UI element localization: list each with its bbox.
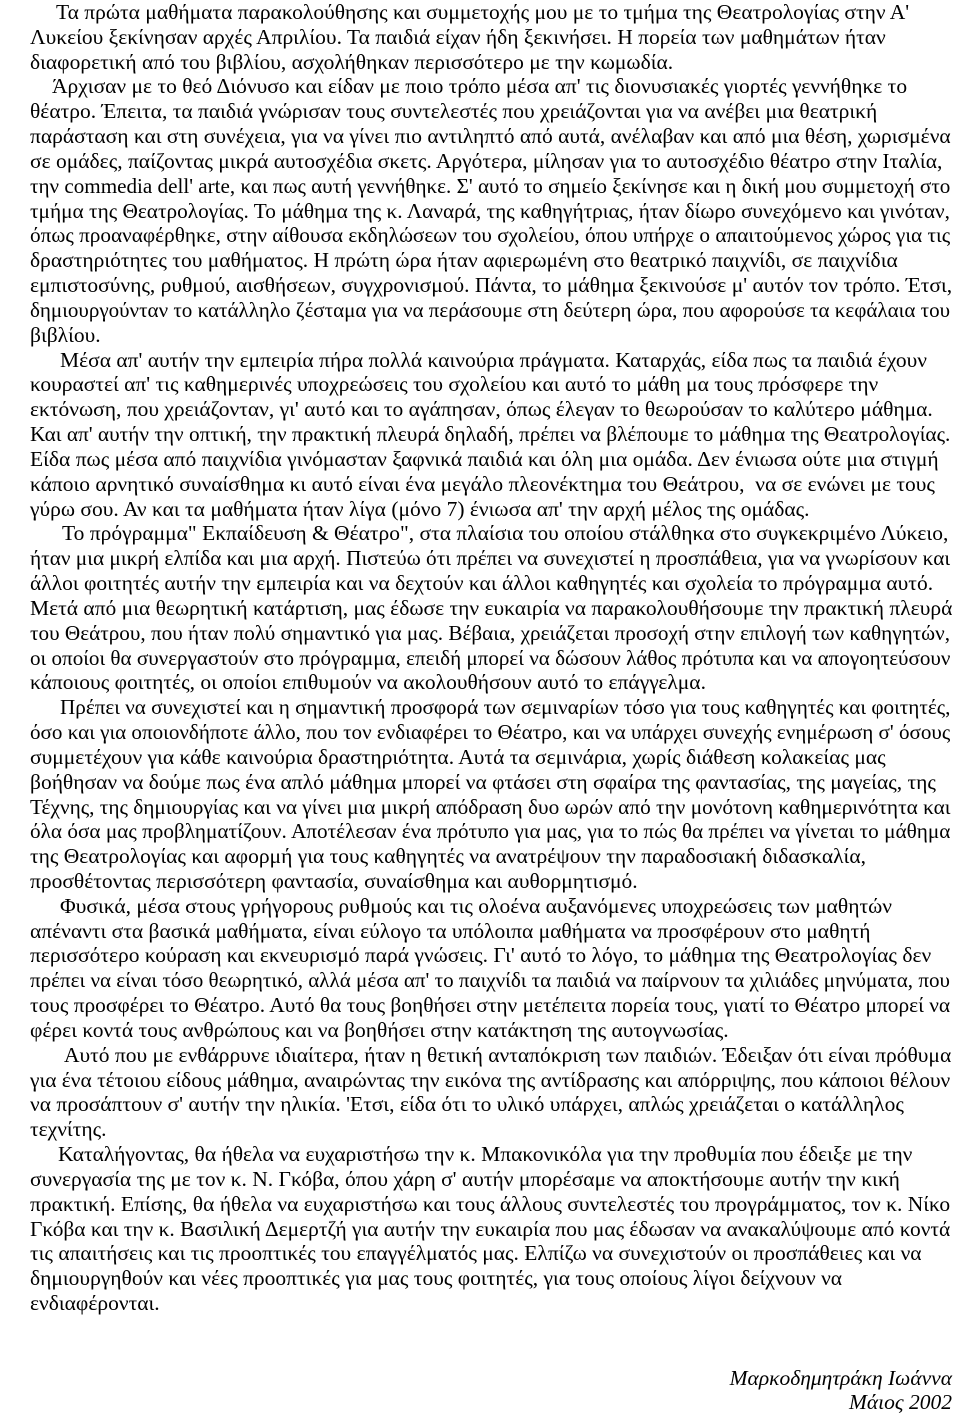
- text-line: οι οποίοι θα συνεργαστούν στο πρόγραμμα, επειδή μπορεί να δώσουν λάθος πρότυπα και να απογοητεύσουν: [30, 645, 951, 670]
- document-body: [30, 0, 952, 1415]
- text-line: Πρέπει να συνεχιστεί και η σημαντική προσφορά των σεμιναρίων τόσο για τους καθηγητές και φοιτητές,: [60, 695, 951, 720]
- signature-date: Μάιος 2002: [848, 1390, 952, 1415]
- text-line: Και απ' αυτήν την οπτική, την πρακτική πλευρά δηλαδή, πρέπει να βλέπουμε το μάθημα της Θεατρολογίας.: [30, 422, 951, 447]
- text-line: όσο και για οποιονδήποτε άλλο, που τον ενδιαφέρει το Θέατρο, και να υπάρχει συνεχής ενημέρωση σ' όσους: [30, 720, 951, 745]
- text-line: την commedia dell' arte, και πως αυτή γεννήθηκε. Σ' αυτό το σημείο ξεκίνησε και η δική μου συμμετοχή στο: [30, 173, 951, 198]
- text-line: εμπιστοσύνης, ρυθμού, αισθήσεων, συγχρονισμού. Πάντα, το μάθημα ξεκινούσε μ' αυτόν τον τρόπο. Έτσι,: [30, 273, 953, 298]
- text-line: γύρω σου. Αν και τα μαθήματα ήταν λίγα (μόνο 7) ένιωσα απ' την αρχή μέλος της ομάδας.: [30, 496, 810, 521]
- text-line: Άρχισαν με το θεό Διόνυσο και είδαν με ποιο τρόπο μέσα απ' τις διονυσιακές γιορτές γεννήθηκε το: [52, 74, 908, 99]
- text-line: Αυτό που με ενθάρρυνε ιδιαίτερα, ήταν η θετική ανταπόκριση των παιδιών. Έδειξαν ότι είναι πρόθυμα: [64, 1042, 952, 1067]
- text-line: δημιουργηθούν και νέες προοπτικές για μας τους φοιτητές, για τους οποίους λίγοι δείχνουν να: [30, 1266, 843, 1291]
- paragraph: [30, 0, 952, 74]
- text-line: Καταλήγοντας, θα ήθελα να ευχαριστήσω την κ. Μπακονικόλα για την προθυμία που έδειξε με την: [58, 1142, 913, 1167]
- paragraph: [30, 695, 952, 894]
- text-line: φέρει κοντά τους ανθρώπους και να βοηθήσει στην κατάκτηση της αυτογνωσίας.: [30, 1017, 729, 1042]
- text-line: Τέχνης, της δημιουργίας και να γίνει μια μικρή απόδραση δυο ωρών από την μονότονη καθημερινότητα και: [30, 794, 951, 819]
- text-line: απέναντι στα βασικά μαθήματα, είναι εύλογο τα υπόλοιπα μαθήματα να προσφέρουν στο μαθητή: [30, 918, 871, 943]
- text-line: σε ομάδες, παίζοντας μικρά αυτοσχέδια σκετς. Αργότερα, μίλησαν για το αυτοσχέδιο θέατρο στην Ιταλία,: [30, 148, 943, 173]
- signature: [30, 1366, 952, 1416]
- paragraph: [30, 1142, 952, 1316]
- text-line: συνεργασία της με τον κ. Ν. Γκόβα, όπου χάρη σ' αυτήν μπορέσαμε να αποκτήσουμε αυτήν την κική: [30, 1166, 900, 1191]
- paragraph: [30, 74, 952, 347]
- text-line: ενδιαφέρονται.: [30, 1291, 160, 1316]
- text-line: να προσάπτουν σ' αυτήν την ηλικία. 'Ετσι, είδα ότι το υλικό υπάρχει, απλώς χρειάζεται ο κατάλληλος: [30, 1092, 904, 1117]
- text-line: Φυσικά, μέσα στους γρήγορους ρυθμούς και τις ολοένα αυξανόμενες υποχρεώσεις των μαθητών: [60, 893, 892, 918]
- text-line: συμμετέχουν για κάθε καινούρια δραστηριότητα. Αυτά τα σεμινάρια, χωρίς διάθεση κολακείας μας: [30, 744, 886, 769]
- text-line: για ένα τέτοιου είδους μάθημα, αναιρώντας την εικόνα της αντίδρασης και απόρριψης, που κάποιοι θέλουν: [30, 1067, 951, 1092]
- text-line: κάποιο αρνητικό συναίσθημα κι αυτό είναι ένα μεγάλο πλεονέκτημα του Θεάτρου, να σε ενώνει με τους: [30, 471, 935, 496]
- text-line: διαφορετική από του βιβλίου, ασχολήθηκαν περισσότερο με την κωμωδία.: [30, 49, 674, 74]
- text-line: όπως προαναφέρθηκε, στην αίθουσα εκδηλώσεων του σχολείου, όπου υπήρχε ο απαιτούμενος χώρος για τις: [30, 223, 951, 248]
- text-line: εκτόνωση, που χρειάζονταν, γι' αυτό και το αγάπησαν, όπως έλεγαν το θεωρούσαν το καλύτερο μάθημα.: [30, 397, 933, 422]
- text-line: Μέσα απ' αυτήν την εμπειρία πήρα πολλά καινούρια πράγματα. Καταρχάς, είδα πως τα παιδιά έχουν: [60, 347, 927, 372]
- text-line: Το πρόγραμμα" Εκπαίδευση & Θέατρο", στα πλαίσια του οποίου στάλθηκα στο συγκεκριμένο Λύκειο,: [62, 521, 949, 546]
- text-line: Είδα πως μέσα από παιχνίδια γινόμασταν ξαφνικά παιδιά και όλη μια ομάδα. Δεν ένιωσα ούτε μια στιγμή: [30, 446, 939, 471]
- paragraph: [30, 521, 952, 695]
- text-line: Γκόβα και την κ. Βασιλική Δεμερτζή για αυτήν την ευκαιρία που μας έδωσαν να ανακαλύψουμε από κοντά: [30, 1216, 951, 1241]
- text-line: τεχνίτης.: [30, 1117, 107, 1142]
- paragraph: [30, 348, 952, 522]
- text-line: κάποιους φοιτητές, οι οποίοι επιθυμούν να ακολουθήσουν αυτό το επάγγελμα.: [30, 670, 706, 695]
- paragraph: [30, 894, 952, 1043]
- text-line: βιβλίου.: [30, 322, 101, 347]
- text-line: κουραστεί απ' τις καθημερινές υποχρεώσεις του σχολείου και αυτό το μάθη μα τους πρόσφερε την: [30, 372, 879, 397]
- text-line: τις απαιτήσεις και τις προοπτικές του επαγγέλματός μας. Ελπίζω να συνεχιστούν οι προσπάθειες και να: [30, 1241, 922, 1266]
- text-line: τμήμα της Θεατρολογίας. Το μάθημα της κ. Λαναρά, της καθηγήτριας, ήταν δίωρο συνεχόμενο και γινόταν,: [30, 198, 950, 223]
- text-line: της Θεατρολογίας και αφορμή για τους καθηγητές να ανατρέψουν την παραδοσιακή διδασκαλία,: [30, 844, 866, 869]
- text-line: του Θεάτρου, που ήταν πολύ σημαντικό για μας. Βέβαια, χρειάζεται προσοχή στην επιλογή των καθηγητών,: [30, 620, 950, 645]
- text-line: ήταν μια μικρή ελπίδα και μια αρχή. Πιστεύω ότι πρέπει να συνεχιστεί η προσπάθεια, για να γνωρίσουν και: [30, 546, 951, 571]
- text-line: δημιουργούνταν το κατάλληλο ζέσταμα για να περάσουμε στη δεύτερη ώρα, που αφορούσε τα κεφάλαια του: [30, 297, 951, 322]
- text-line: Λυκείου ξεκίνησαν αρχές Απριλίου. Τα παιδιά είχαν ήδη ξεκινήσει. Η πορεία των μαθημάτων ήταν: [30, 24, 886, 49]
- text-line: άλλοι φοιτητές αυτήν την εμπειρία και να δεχτούν και άλλοι καθηγητές και σχολεία το πρόγραμμα αυτό.: [30, 571, 934, 596]
- paragraph: [30, 1043, 952, 1142]
- text-line: βοήθησαν να δούμε πως ένα απλό μάθημα μπορεί να φτάσει στη σφαίρα της φαντασίας, της μαγείας, της: [30, 769, 936, 794]
- text-line: Τα πρώτα μαθήματα παρακολούθησης και συμμετοχής μου με το τμήμα της Θεατρολογίας στην Α': [56, 0, 910, 24]
- text-line: παράσταση και στη συνέχεια, για να γίνει πιο αντιληπτό από αυτά, ανέλαβαν και από μια θέση, χωρισμένα: [30, 124, 951, 149]
- text-line: Μετά από μια θεωρητική κατάρτιση, μας έδωσε την ευκαιρία να παρακολουθήσουμε την πρακτική πλευρά: [30, 595, 953, 620]
- text-line: τους προσφέρει το Θέατρο. Αυτό θα τους βοηθήσει στην μετέπειτα πορεία τους, γιατί το Θέατρο μπορεί να: [30, 993, 951, 1018]
- text-line: θέατρο. Έπειτα, τα παιδιά γνώρισαν τους συντελεστές που χρειάζονται για να ανέβει μια θεατρική: [30, 99, 878, 124]
- text-line: πρακτική. Επίσης, θα ήθελα να ευχαριστήσω και τους άλλους συντελεστές του προγράμματος, τον κ. Νίκο: [30, 1191, 951, 1216]
- text-line: δραστηριότητες του μαθήματος. Η πρώτη ώρα ήταν αφιερωμένη στο θεατρικό παιχνίδι, σε παιχνίδια: [30, 248, 898, 273]
- text-line: πρέπει να είναι τόσο θεωρητικό, αλλά μέσα απ' το παιχνίδι τα παιδιά να παίρνουν τα χιλιάδες μηνύματα, που: [30, 968, 950, 993]
- signature-name: Μαρκοδημητράκη Ιωάννα: [729, 1365, 952, 1390]
- text-line: όλα όσα μας προβληματίζουν. Αποτέλεσαν ένα πρότυπο για μας, για το πώς θα πρέπει να γίνεται το μάθημα: [30, 819, 951, 844]
- text-line: προσθέτοντας περισσότερη φαντασία, συναίσθημα και αυθορμητισμό.: [30, 868, 638, 893]
- text-line: περισσότερο κούραση και εκνευρισμό παρά γνώσεις. Γι' αυτό το λόγο, το μάθημα της Θεατρολογίας δεν: [30, 943, 932, 968]
